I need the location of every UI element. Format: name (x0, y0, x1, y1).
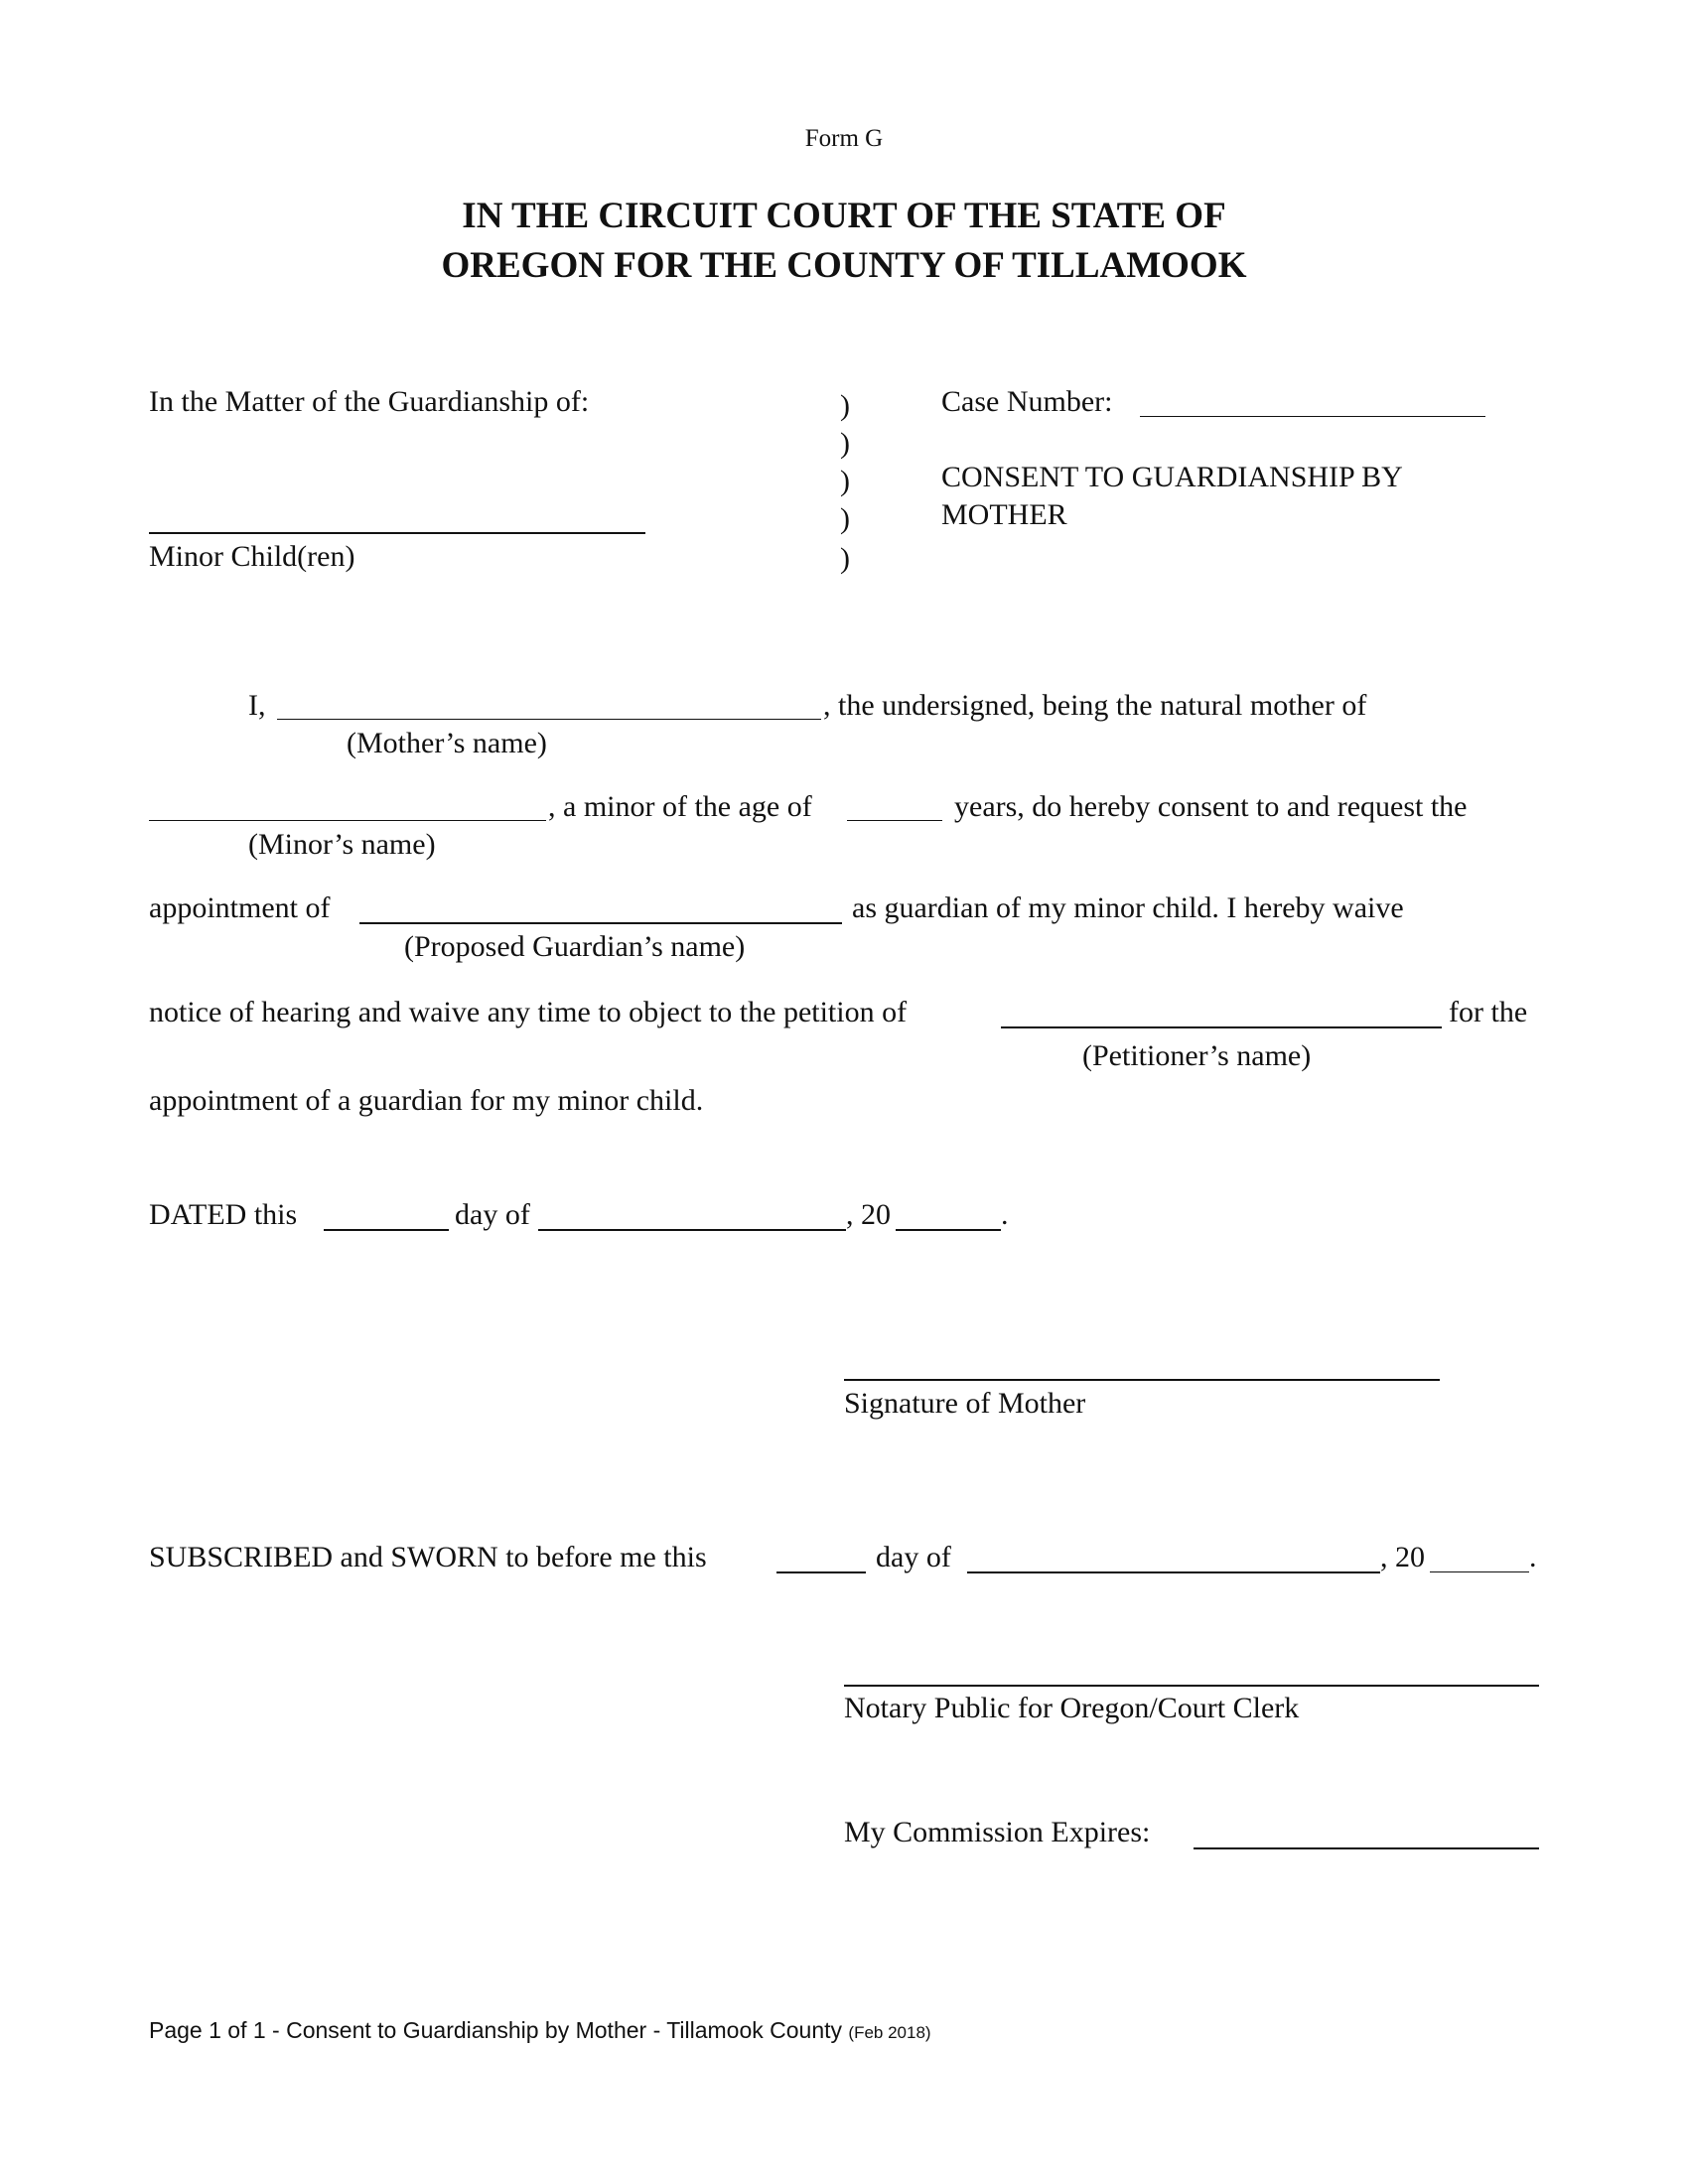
proposed-guardian-caption: (Proposed Guardian’s name) (404, 930, 746, 963)
consent-line2-suffix: years, do hereby consent to and request the (954, 790, 1468, 823)
mother-signature-label: Signature of Mother (844, 1387, 1086, 1420)
dated-year-field[interactable] (896, 1229, 1001, 1231)
minor-name-line-field[interactable] (149, 820, 546, 821)
notary-signature-field[interactable] (844, 1685, 1539, 1687)
minor-age-field[interactable] (847, 820, 942, 821)
subscribed-day-of: day of (876, 1541, 951, 1573)
footer-text: Page 1 of 1 - Consent to Guardianship by Mother - Tillamook County (149, 2017, 843, 2043)
consent-line3-suffix: as guardian of my minor child. I hereby waive (852, 891, 1404, 924)
subscribed-prefix: SUBSCRIBED and SWORN to before me this (149, 1541, 707, 1573)
page-footer (149, 2017, 931, 2044)
mother-signature-field[interactable] (844, 1379, 1440, 1381)
consent-line4-suffix: for the (1449, 996, 1528, 1028)
consent-line1-prefix: I, (248, 689, 266, 722)
document-title-line1: CONSENT TO GUARDIANSHIP BY (941, 461, 1403, 493)
consent-line4-prefix: notice of hearing and waive any time to object to the petition of (149, 996, 908, 1028)
dated-period: . (1001, 1198, 1009, 1231)
dated-day-of: day of (455, 1198, 530, 1231)
dated-prefix: DATED this (149, 1198, 298, 1231)
dated-month-field[interactable] (538, 1229, 846, 1231)
dated-day-field[interactable] (324, 1229, 449, 1231)
caption-paren: ) (840, 389, 850, 422)
minor-name-caption: (Minor’s name) (248, 828, 436, 861)
caption-paren: ) (840, 542, 850, 575)
matter-label: In the Matter of the Guardianship of: (149, 385, 590, 418)
consent-line1-suffix: , the undersigned, being the natural mother of (823, 689, 1367, 722)
caption-paren: ) (840, 465, 850, 497)
consent-line3-prefix: appointment of (149, 891, 331, 924)
caption-paren: ) (840, 502, 850, 535)
subscribed-period: . (1529, 1541, 1537, 1573)
case-number-field[interactable] (1140, 416, 1485, 417)
subscribed-month-field[interactable] (967, 1571, 1380, 1573)
mother-name-caption: (Mother’s name) (347, 727, 547, 759)
minor-name-field[interactable] (149, 532, 645, 534)
subscribed-year-field[interactable] (1430, 1571, 1529, 1572)
court-title-line1: IN THE CIRCUIT COURT OF THE STATE OF (462, 196, 1226, 236)
footer-date-note: (Feb 2018) (848, 2023, 931, 2042)
commission-expires-label: My Commission Expires: (844, 1816, 1151, 1848)
consent-line2-middle: , a minor of the age of (548, 790, 812, 823)
commission-expires-field[interactable] (1194, 1847, 1539, 1849)
subscribed-day-field[interactable] (776, 1571, 866, 1573)
document-title-line2: MOTHER (941, 498, 1067, 531)
petitioner-name-caption: (Petitioner’s name) (1082, 1039, 1312, 1072)
subscribed-year-prefix: , 20 (1380, 1541, 1425, 1573)
dated-year-prefix: , 20 (846, 1198, 891, 1231)
court-title-line2: OREGON FOR THE COUNTY OF TILLAMOOK (441, 245, 1247, 286)
form-label: Form G (804, 125, 884, 152)
case-number-label: Case Number: (941, 385, 1113, 418)
caption-paren: ) (840, 427, 850, 460)
consent-line5: appointment of a guardian for my minor child. (149, 1084, 704, 1117)
minor-children-label: Minor Child(ren) (149, 540, 355, 573)
proposed-guardian-field[interactable] (359, 922, 842, 924)
notary-label: Notary Public for Oregon/Court Clerk (844, 1692, 1300, 1724)
petitioner-name-field[interactable] (1001, 1026, 1442, 1028)
mother-name-field[interactable] (277, 719, 821, 720)
